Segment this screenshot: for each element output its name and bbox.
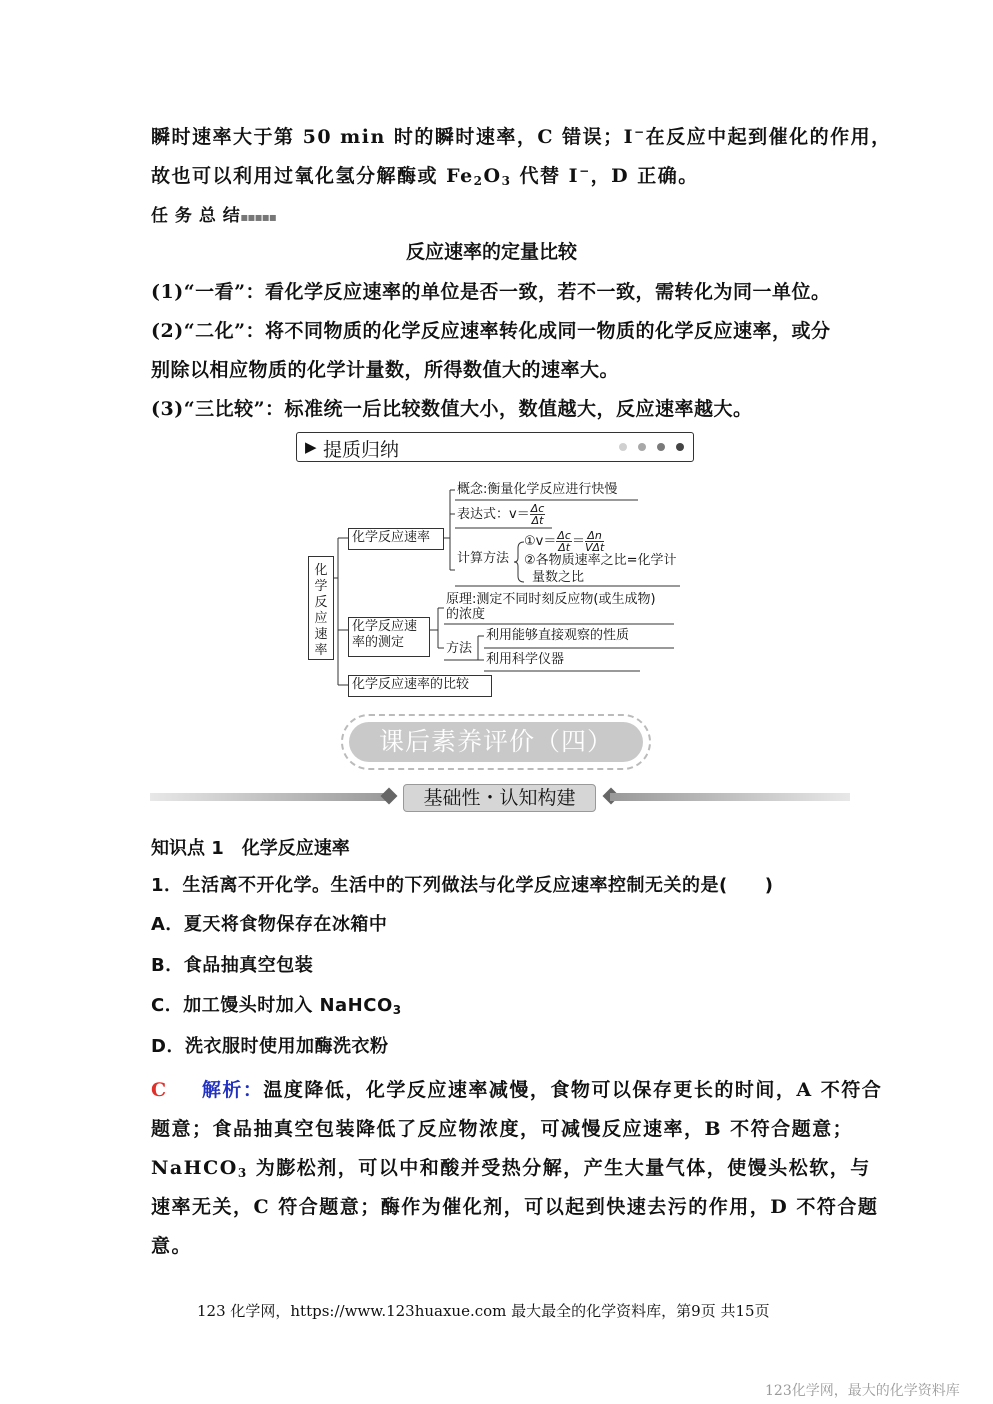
option-a: A．夏天将食物保存在冰箱中 [151,914,388,935]
mindmap-concept: 概念:衡量化学反应进行快慢 [457,482,618,497]
mindmap-method: 方法 [446,641,473,656]
mindmap-b1: 化学反应速率 [348,528,444,550]
evaluation-banner [341,714,651,770]
option-c: C．加工馒头时加入 NaHCO$_3$ [151,995,402,1017]
top-text-line1: 瞬时速率大于第 50 min 时的瞬时速率，C 错误；I−在反应中起到催化的作用， [151,125,892,148]
dot-icon-1 [619,443,627,451]
watermark: 123化学网，最大的化学资料库 [765,1383,960,1399]
summary-title: 反应速率的定量比较 [406,241,578,263]
answer-line1: C 解析：温度降低，化学反应速率减慢，食物可以保存更长的时间，A 不符合 [151,1079,883,1101]
answer-letter: C [151,1079,168,1101]
top-text-line2: 故也可以利用过氧化氢分解酶或 $Fe_2O_3$ 代替 I−，D 正确。 [151,164,699,188]
answer-line5: 意。 [151,1235,193,1257]
mindmap-calc-label: 计算方法 [457,551,510,566]
mindmap-b3: 化学反应速率的比较 [348,675,492,697]
induction-title: 提质归纳 [323,439,400,461]
page-footer: 123 化学网，https://www.123huaxue.com 最大最全的化学资料库，第9页 共15页 [197,1302,770,1320]
dot-icon-3 [657,443,665,451]
summary-item-2a: (2)“二化”：将不同物质的化学反应速率转化成同一物质的化学反应速率，或分 [151,320,831,342]
induction-banner [296,432,694,462]
answer-line4: 速率无关，C 符合题意；酶作为催化剂，可以起到快速去污的作用，D 不符合题 [151,1196,879,1218]
summary-item-1: (1)“一看”：看化学反应速率的单位是否一致，若不一致，需转化为同一单位。 [151,281,831,303]
mindmap-calc-1: ①v＝ $\frac{\Delta c}{\Delta t}$ ＝ $\frac{\Delta n}{\text{VΔt}}$ [524,529,605,554]
answer-line2: 题意；食品抽真空包装降低了反应物浓度，可减慢反应速率，B 不符合题意； [151,1118,854,1140]
option-b: B．食品抽真空包装 [151,955,314,976]
answer-label: 解析： [201,1079,264,1101]
task-summary-heading: 任 务 总 结▪▪▪▪▪ [151,206,276,226]
section-bar-right [610,793,850,801]
mindmap-principle-b: 的浓度 [446,607,486,622]
knowledge-point: 知识点 1 化学反应速率 [151,838,350,859]
section-label: 基础性・认知构建 [403,784,596,812]
mindmap-method-1: 利用能够直接观察的性质 [486,628,630,643]
mindmap-expression: 表达式：v＝ $\frac{\Delta c}{\Delta t}$ [457,502,545,527]
option-d: D．洗衣服时使用加酶洗衣粉 [151,1036,389,1057]
mindmap-calc-2: ②各物质速率之比=化学计 [524,553,677,568]
mindmap-root: 化学反应速率 [308,556,334,660]
diamond-icon-left [381,788,398,805]
mindmap-method-2: 利用科学仪器 [486,652,565,667]
dot-icon-4 [676,443,684,451]
mindmap-calc-2b: 量数之比 [532,570,585,585]
summary-item-2b: 别除以相应物质的化学计量数，所得数值大的速率大。 [151,359,620,381]
mindmap-b2: 化学反应速 率的测定 [348,617,430,657]
dot-icon-2 [638,443,646,451]
play-triangle-icon: ▶ [305,438,317,456]
mindmap-principle-a: 原理:测定不同时刻反应物(或生成物) [446,592,656,607]
evaluation-title: 课后素养评价（四） [349,722,643,762]
answer-line3: NaHCO$_3$ 为膨松剂，可以中和酸并受热分解，产生大量气体，使馒头松软，与 [151,1157,871,1180]
section-bar-left [150,793,390,801]
question-stem: 1．生活离不开化学。生活中的下列做法与化学反应速率控制无关的是( ) [151,875,774,896]
summary-item-3: (3)“三比较”：标准统一后比较数值大小，数值越大，反应速率越大。 [151,398,753,420]
